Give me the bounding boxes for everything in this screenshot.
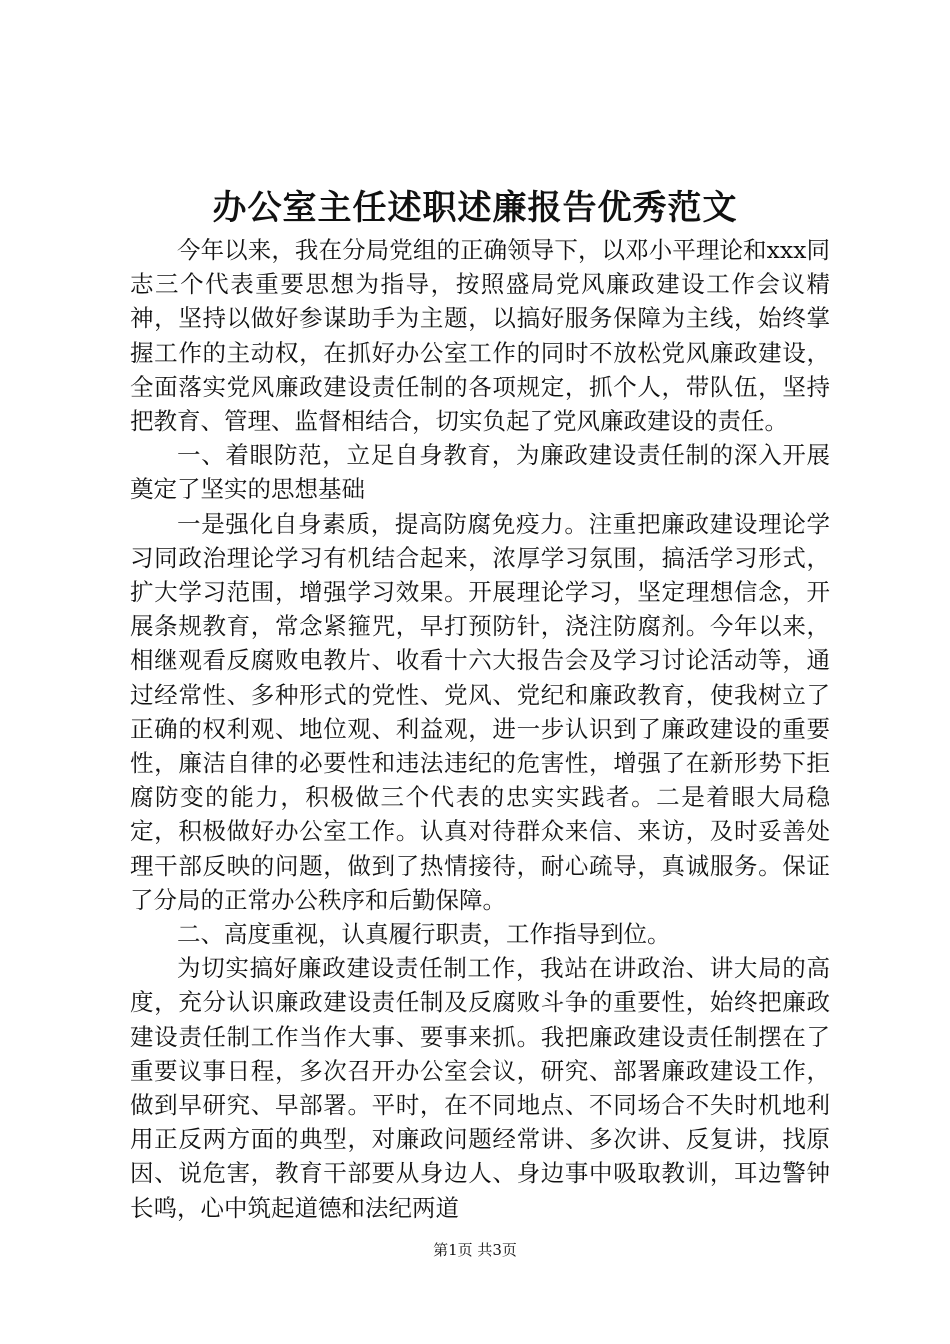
paragraph-section-1-body: 一是强化自身素质，提高防腐免疫力。注重把廉政建设理论学习同政治理论学习有机结合起来，浓厚学习氛围，搞活学习形式，扩大学习范围，增强学习效果。开展理论学习，坚定理想信念，开展条规教育，常念紧箍咒，早打预防针，浇注防腐剂。今年以来，相继观看反腐败电教片、收看十六大报告会及学习讨论活动等，通过经常性、多种形式的党性、党风、党纪和廉政教育，使我树立了正确的权利观、地位观、利益观，进一步认识到了廉政建设的重要性，廉洁自律的必要性和违法违纪的危害性，增强了在新形势下拒腐防变的能力，积极做三个代表的忠实实践者。二是着眼大局稳定，积极做好办公室工作。认真对待群众来信、来访，及时妥善处理干部反映的问题，做到了热情接待，耐心疏导，真诚服务。保证了分局的正常办公秩序和后勤保障。 <box>130 509 830 914</box>
paragraph-intro: 今年以来，我在分局党组的正确领导下，以邓小平理论和xxx同志三个代表重要思想为指导，按照盛局党风廉政建设工作会议精神，坚持以做好参谋助手为主题，以搞好服务保障为主线，始终掌握工作的主动权，在抓好办公室工作的同时不放松党风廉政建设，全面落实党风廉政建设责任制的各项规定，抓个人，带队伍，坚持把教育、管理、监督相结合，切实负起了党风廉政建设的责任。 <box>130 236 830 436</box>
paragraph-section-1-heading: 一、着眼防范，立足自身教育，为廉政建设责任制的深入开展奠定了坚实的思想基础 <box>130 441 830 504</box>
document-body <box>130 233 830 1225</box>
paragraph-section-2-body: 为切实搞好廉政建设责任制工作，我站在讲政治、讲大局的高度，充分认识廉政建设责任制及反腐败斗争的重要性，始终把廉政建设责任制工作当作大事、要事来抓。我把廉政建设责任制摆在了重要议事日程，多次召开办公室会议，研究、部署廉政建设工作，做到早研究、早部署。平时，在不同地点、不同场合不失时机地利用正反两方面的典型，对廉政问题经常讲、多次讲、反复讲，找原因、说危害，教育干部要从身边人、身边事中吸取教训，耳边警钟长鸣，心中筑起道德和法纪两道 <box>130 954 830 1222</box>
page-number-footer: 第1页 共3页 <box>433 1241 517 1259</box>
document-title: 办公室主任述职述廉报告优秀范文 <box>212 188 738 228</box>
paragraph-section-2-heading: 二、高度重视，认真履行职责，工作指导到位。 <box>177 920 671 949</box>
